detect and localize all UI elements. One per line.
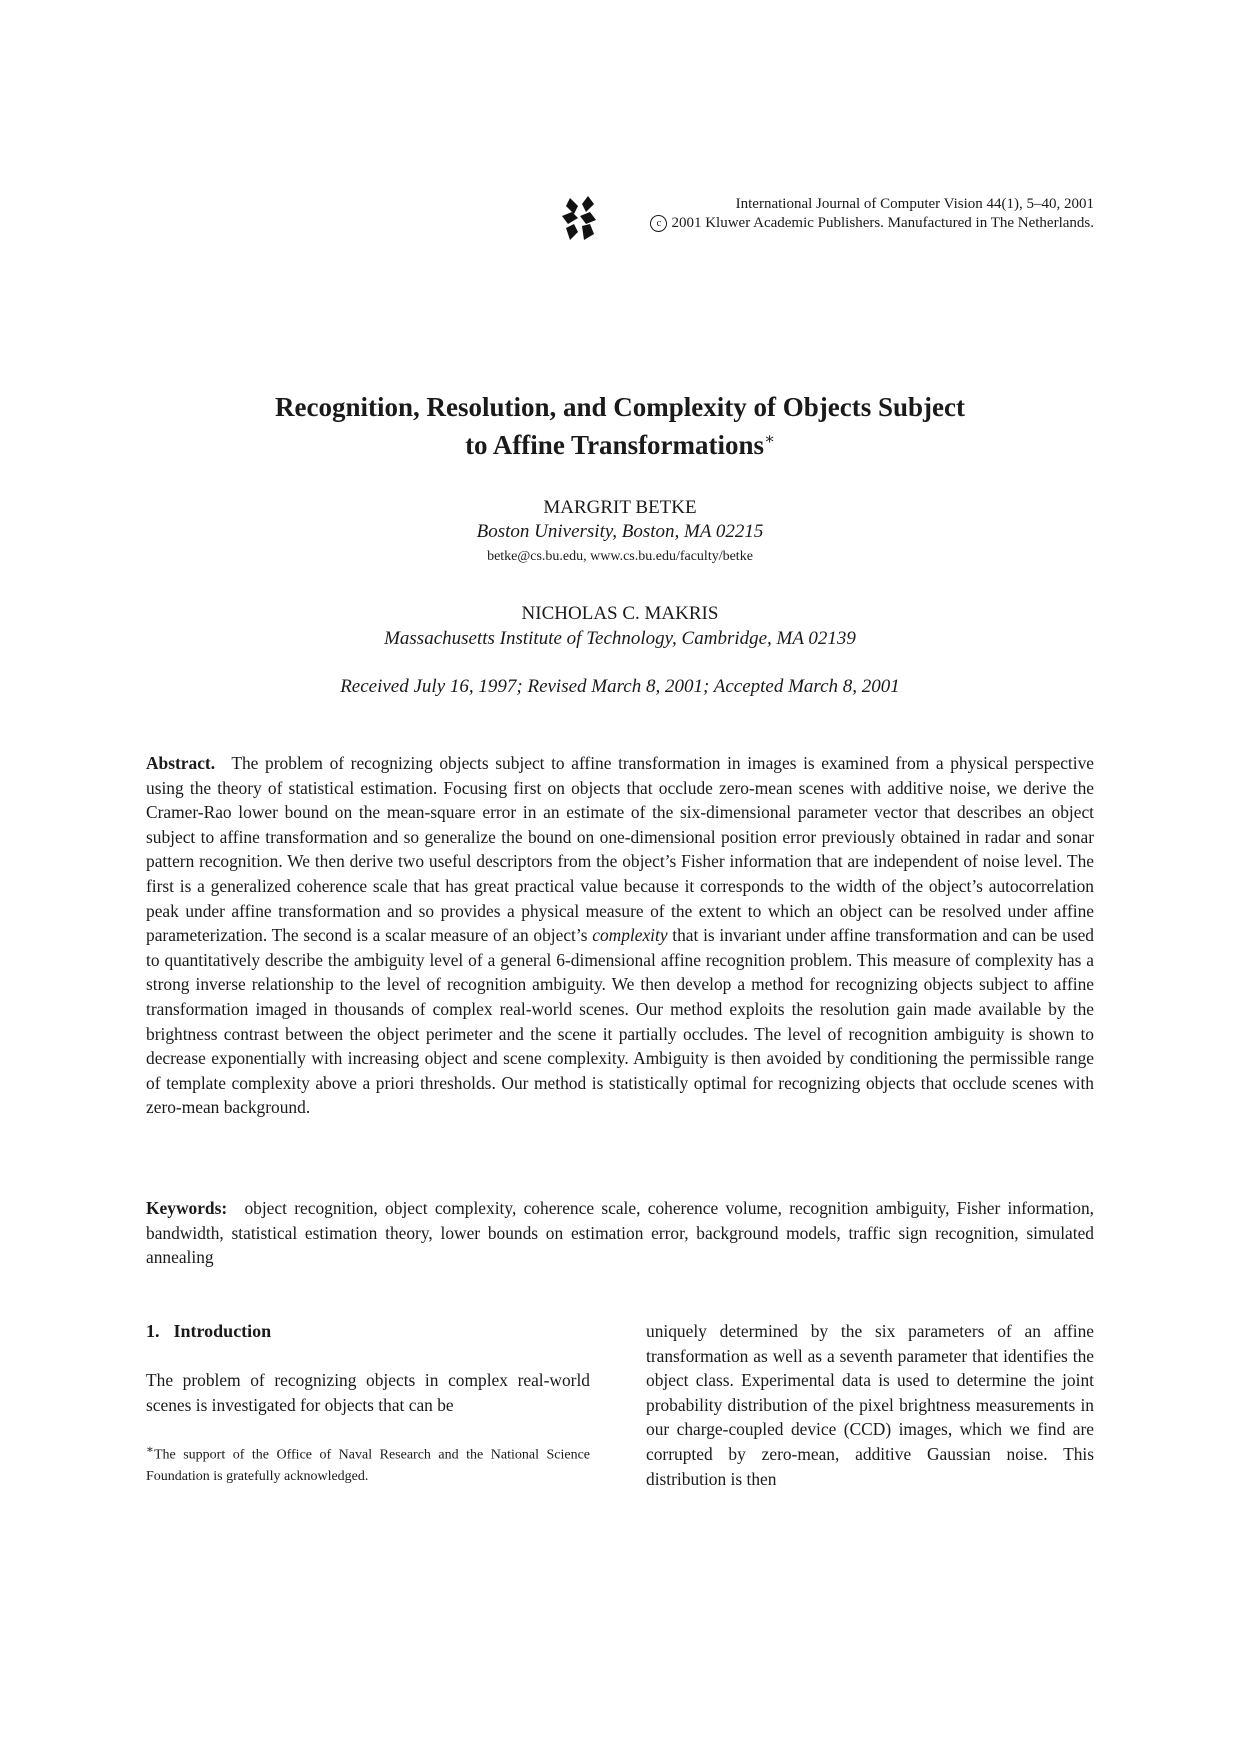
- footnote-text: The support of the Office of Naval Research and the National Science Foundation is gratefully acknowledged.: [146, 1447, 590, 1484]
- author-affiliation: Boston University, Boston, MA 02215: [476, 521, 764, 542]
- abstract-label: Abstract.: [146, 753, 216, 773]
- abstract-text-part1: The problem of recognizing objects subject to affine transformation in images is examined from a physical perspective using the theory of statistical estimation. Focusing first on objects that occlude zero-mean scenes with additive noise, we derive the Cramer-Rao lower bound on the mean-square error in an estimate of the six-dimensional parameter vector that describes an object subject to affine transformation and so generalize the bound on one-dimensional position error previously obtained in radar and sonar pattern recognition. We then derive two useful descriptors from the object’s Fisher information that are independent of noise level. The first is a generalized coherence scale that has great practical value because it corresponds to the width of the object’s autocorrelation peak under affine transformation and so provides a physical measure of the extent to which an object can be resolved under affine parameterization. The second is a scalar measure of an object’s: [146, 753, 1094, 946]
- copyright-line: [650, 213, 1094, 233]
- title-footnote-mark: ∗: [764, 431, 775, 448]
- abstract-emphasis: complexity: [592, 925, 668, 946]
- section-title: Introduction: [173, 1321, 272, 1341]
- author-name: MARGRIT BETKE: [543, 497, 697, 518]
- paper-title-line2: [0, 423, 1240, 462]
- keywords-label: Keywords:: [146, 1198, 228, 1218]
- left-column: [146, 1319, 590, 1487]
- copyright-icon: c: [650, 215, 667, 232]
- section-heading: [146, 1319, 590, 1343]
- paper-title-line1: Recognition, Resolution, and Complexity of Objects Subject: [275, 392, 965, 422]
- keywords: [146, 1196, 1094, 1270]
- footnote: [146, 1439, 590, 1487]
- footnote-mark: ∗: [146, 1443, 154, 1457]
- journal-citation: International Journal of Computer Vision 44(1), 5–40, 2001: [735, 196, 1094, 212]
- author-affiliation: Massachusetts Institute of Technology, Cambridge, MA 02139: [384, 628, 856, 649]
- publication-dates: Received July 16, 1997; Revised March 8, 2001; Accepted March 8, 2001: [340, 676, 900, 697]
- intro-paragraph: The problem of recognizing objects in complex real-world scenes is investigated for objects that can be: [146, 1370, 590, 1415]
- keywords-text: object recognition, object complexity, coherence scale, coherence volume, recognition ambiguity, Fisher information, bandwidth, statistical estimation theory, lower bounds on estimation error, background models, traffic sign recognition, simulated annealing: [146, 1198, 1094, 1268]
- abstract: [146, 751, 1094, 1120]
- abstract-text-part2: that is invariant under affine transformation and can be used to quantitatively describe the ambiguity level of a general 6-dimensional affine recognition problem. This measure of complexity has a strong inverse relationship to the level of recognition ambiguity. We then develop a method for recognizing objects subject to affine transformation imaged in thousands of complex real-world scenes. Our method exploits the resolution gain made available by the brightness contrast between the object perimeter and the scene it partially occludes. The level of recognition ambiguity is shown to decrease exponentially with increasing object and scene complexity. Ambiguity is then avoided by conditioning the permissible range of template complexity above a priori thresholds. Our method is statistically optimal for recognizing objects that occlude scenes with zero-mean background.: [146, 925, 1094, 1118]
- author-name: NICHOLAS C. MAKRIS: [521, 603, 719, 624]
- section-number: 1.: [146, 1321, 160, 1341]
- copyright-text: 2001 Kluwer Academic Publishers. Manufactured in The Netherlands.: [671, 215, 1094, 231]
- paper-title-line2-text: to Affine Transformations: [465, 430, 765, 460]
- publisher-logo-icon: [560, 194, 598, 242]
- author-contact: betke@cs.bu.edu, www.cs.bu.edu/faculty/betke: [487, 549, 753, 564]
- right-column-paragraph: uniquely determined by the six parameters of an affine transformation as well as a seventh parameter that identifies the object class. Experimental data is used to determine the joint probability distribution of the pixel brightness measurements in our charge-coupled device (CCD) images, which we find are corrupted by zero-mean, additive Gaussian noise. This distribution is then: [646, 1321, 1094, 1489]
